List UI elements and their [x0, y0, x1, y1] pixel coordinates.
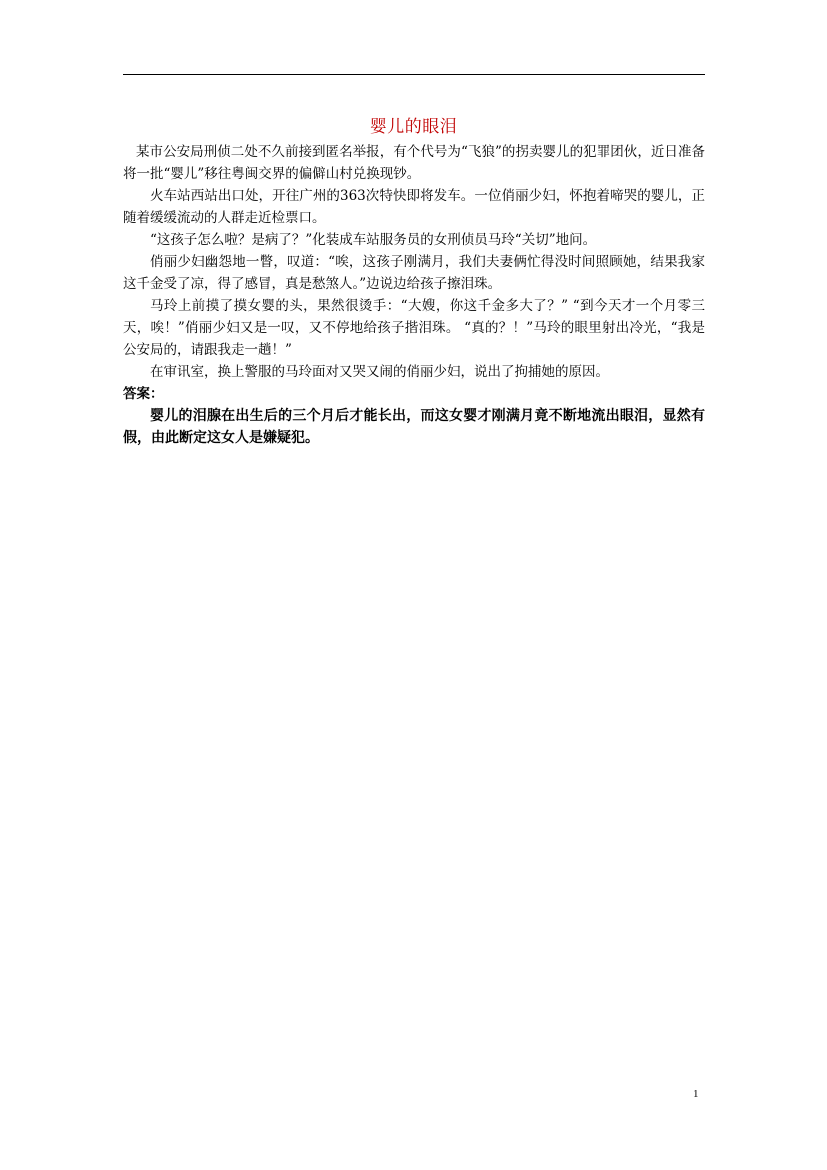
answer-label: 答案： [123, 386, 164, 402]
paragraph-1: 某市公安局刑侦二处不久前接到匿名举报，有个代号为“飞狼”的拐卖婴儿的犯罪团伙，近日准备将一批“婴儿”移往粤闽交界的偏僻山村兑换现钞。 [123, 144, 705, 182]
paragraph-4: 俏丽少妇幽怨地一瞥，叹道：“唉，这孩子刚满月，我们夫妻俩忙得没时间照顾她，结果我家这千金受了凉，得了感冒，真是愁煞人。”边说边给孩子擦泪珠。 [123, 254, 705, 292]
header-rule [123, 74, 705, 75]
answer-text: 婴儿的泪腺在出生后的三个月后才能长出，而这女婴才刚满月竟不断地流出眼泪，显然有假，由此断定这女人是嫌疑犯。 [123, 408, 705, 446]
paragraph-3: “这孩子怎么啦？是病了？”化装成车站服务员的女刑侦员马玲“关切”地问。 [150, 232, 597, 248]
paragraph-2: 火车站西站出口处，开往广州的363次特快即将发车。一位俏丽少妇，怀抱着啼哭的婴儿，正随着缓缓流动的人群走近检票口。 [123, 188, 705, 226]
paragraph-6: 在审讯室，换上警服的马玲面对又哭又闹的俏丽少妇，说出了拘捕她的原因。 [150, 364, 609, 380]
document-title: 婴儿的眼泪 [369, 117, 458, 137]
paragraph-5: 马玲上前摸了摸女婴的头，果然很烫手：“大嫂，你这千金多大了？” “到今天才一个月零三天，唉！”俏丽少妇又是一叹，又不停地给孩子揩泪珠。 “真的？！”马玲的眼里射出冷光，“我是公安局的，请跟我走一趟！” [123, 298, 705, 358]
document-body [123, 141, 705, 449]
page-number: 1 [693, 1088, 699, 1100]
